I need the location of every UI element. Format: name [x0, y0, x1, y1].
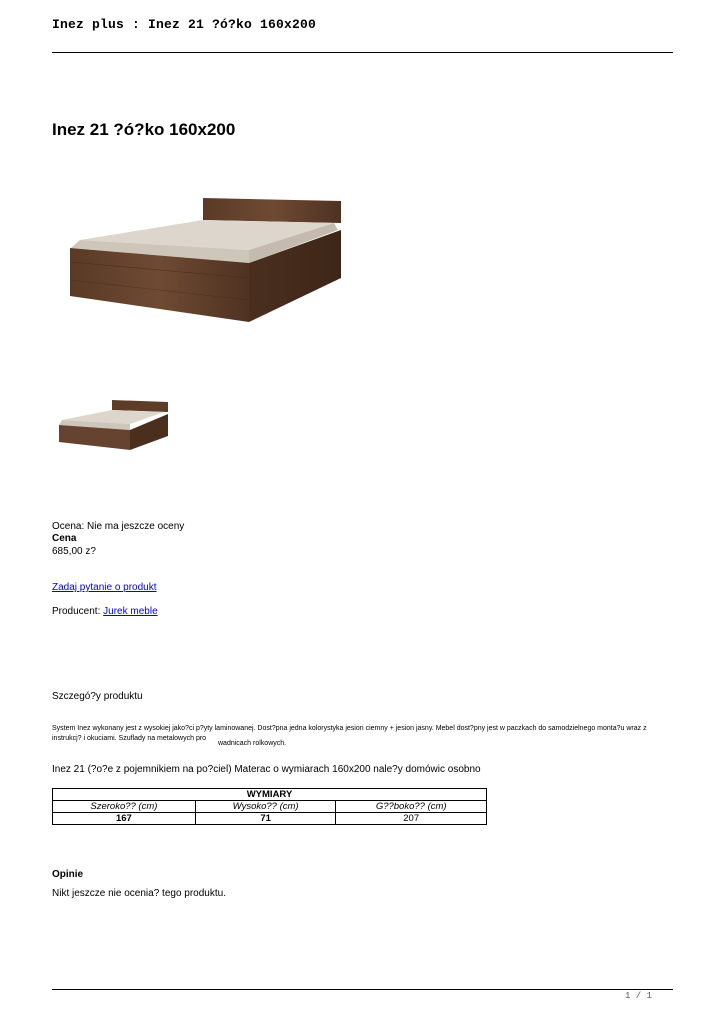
reviews-heading: Opinie	[52, 869, 84, 880]
product-title: Inez 21 ?ó?ko 160x200	[52, 120, 236, 139]
footer-divider	[52, 989, 673, 990]
bed-image	[66, 190, 346, 330]
price-label: Cena	[52, 533, 77, 544]
producer-label: Producent:	[52, 606, 104, 617]
details-heading: Szczegó?y produktu	[52, 691, 143, 702]
depth-header: G??boko?? (cm)	[336, 801, 487, 813]
product-description: System Inez wykonany jest z wysokiej jako?ci p?yty laminowanej. Dost?pna jedna kolorystyka jesion ciemny + jesion jasny. Mebel dost?pny jest w paczkach do samodzielnego monta?u wraz z instrukcj? i okuciami. Szuflady na metalowych pro	[52, 725, 647, 742]
product-description-continued: wadnicach rolkowych.	[218, 740, 287, 747]
height-value: 71	[195, 813, 336, 825]
producer-line	[52, 606, 158, 617]
dimensions-table	[52, 788, 487, 825]
header-divider	[52, 52, 673, 53]
depth-value: 207	[336, 813, 487, 825]
product-note: Inez 21 (?o?e z pojemnikiem na po?ciel) Materac o wymiarach 160x200 nale?y domówic osobno	[52, 764, 481, 775]
page-number: 1 / 1	[625, 991, 653, 1001]
width-value: 167	[53, 813, 196, 825]
width-header: Szeroko?? (cm)	[53, 801, 196, 813]
producer-link[interactable]: Jurek meble	[103, 606, 158, 617]
height-header: Wysoko?? (cm)	[195, 801, 336, 813]
document-header-title: Inez plus : Inez 21 ?ó?ko 160x200	[52, 17, 317, 32]
rating-text: Ocena: Nie ma jeszcze oceny	[52, 521, 185, 532]
dimensions-table-title: WYMIARY	[53, 789, 487, 801]
price-value: 685,00 z?	[52, 546, 96, 557]
ask-question-link[interactable]: Zadaj pytanie o produkt	[52, 582, 157, 593]
bed-thumbnail-image[interactable]	[52, 390, 172, 462]
reviews-empty-text: Nikt jeszcze nie ocenia? tego produktu.	[52, 888, 226, 899]
